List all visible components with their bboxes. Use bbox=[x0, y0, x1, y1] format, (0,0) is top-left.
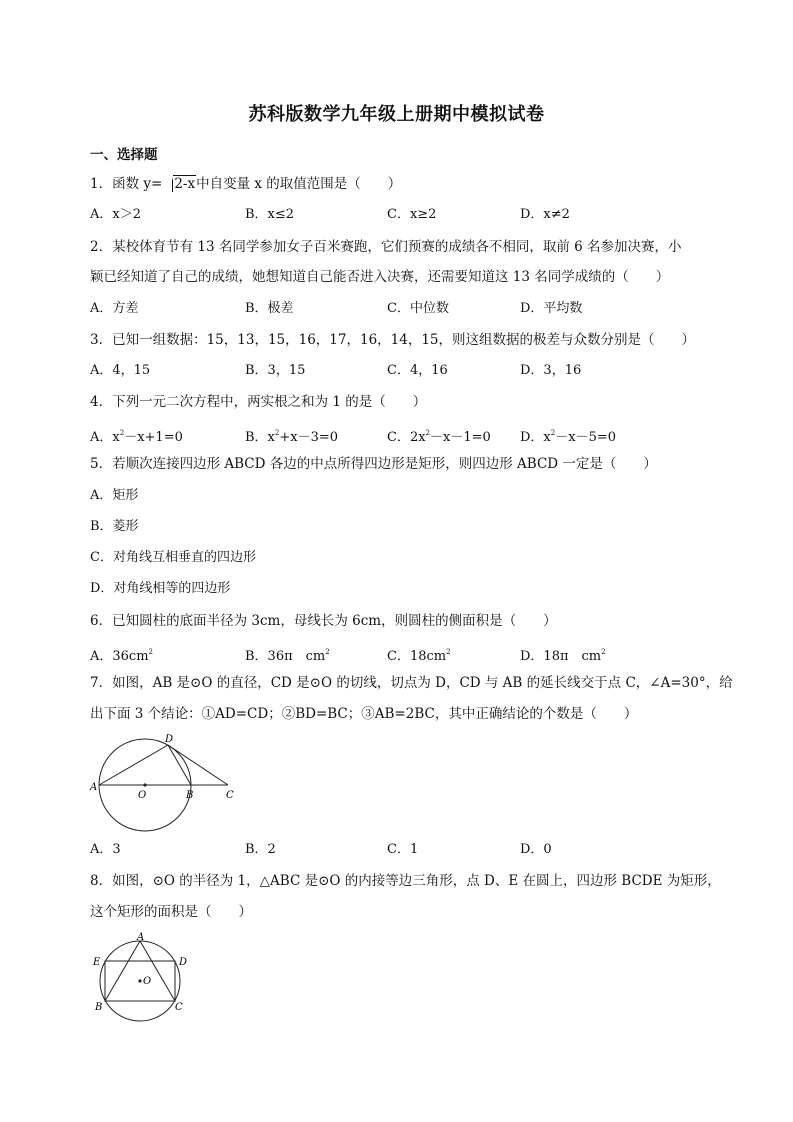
q4-option-b: B．$x^2+x-3=0$ bbox=[245, 429, 339, 445]
q1-option-b: B．x≤2 bbox=[245, 207, 295, 222]
q7-option-a: A．3 bbox=[90, 842, 121, 857]
q7-circle-figure bbox=[88, 732, 248, 837]
q1-option-a: A．x＞2 bbox=[90, 207, 141, 222]
q6-option-d: D．18π $cm^2$ bbox=[520, 648, 606, 664]
question-7-line-1: 7．如图，AB 是⊙O 的直径，CD 是⊙O 的切线，切点为 D，CD 与 AB 的延长线交于点 C，∠A=30°，给 bbox=[90, 675, 733, 691]
q7-option-d: D．0 bbox=[520, 842, 552, 857]
question-5: 5．若顺次连接四边形 ABCD 各边的中点所得四边形是矩形，则四边形 ABCD 一定是（ ） bbox=[90, 456, 657, 472]
q6-option-a: A．$36cm^2$ bbox=[90, 648, 154, 664]
sqrt-symbol bbox=[163, 174, 196, 194]
q7-line-ad bbox=[99, 745, 168, 785]
q7-label-b: B bbox=[186, 790, 194, 801]
q4-option-a: A．$x^2-x+1=0$ bbox=[90, 429, 183, 445]
q8-label-b: B bbox=[95, 1002, 103, 1013]
page-title: 苏科版数学九年级上册期中模拟试卷 bbox=[248, 104, 545, 125]
q6-option-b: B．36π $cm^2$ bbox=[245, 648, 330, 664]
q4-option-c: C．$2x^2-x-1=0$ bbox=[387, 429, 491, 445]
q8-label-a: A bbox=[137, 932, 145, 943]
q8-label-c: C bbox=[175, 1002, 183, 1013]
q8-label-e: E bbox=[93, 957, 101, 968]
q3-option-a: A．4，15 bbox=[90, 363, 151, 378]
question-8-line-1: 8．如图，⊙O 的半径为 1，△ABC 是⊙O 的内接等边三角形，点 D、E 在圆上，四边形 BCDE 为矩形， bbox=[90, 873, 721, 889]
q3-option-c: C．4，16 bbox=[387, 363, 448, 378]
q7-label-c: C bbox=[226, 790, 234, 801]
q5-option-d: D．对角线相等的四边形 bbox=[90, 581, 231, 596]
q7-line-dc bbox=[168, 745, 228, 785]
q5-option-a: A．矩形 bbox=[90, 488, 139, 503]
q8-center-dot bbox=[138, 979, 141, 982]
q8-label-o: O bbox=[143, 976, 152, 987]
question-6: 6．已知圆柱的底面半径为 3cm，母线长为 6cm，则圆柱的侧面积是（ ） bbox=[90, 613, 557, 629]
q2-option-a: A．方差 bbox=[90, 301, 139, 316]
q6-option-c: C．$18cm^2$ bbox=[387, 648, 451, 664]
q7-option-c: C．1 bbox=[387, 842, 419, 857]
q7-label-d: D bbox=[165, 734, 174, 745]
q8-label-d: D bbox=[179, 957, 188, 968]
q8-circle-figure bbox=[88, 930, 193, 1025]
q2-option-b: B．极差 bbox=[245, 301, 294, 316]
question-8-line-2: 这个矩形的面积是（ ） bbox=[90, 904, 252, 920]
q3-option-b: B．3，15 bbox=[245, 363, 306, 378]
question-1 bbox=[90, 174, 401, 194]
q7-label-a: A bbox=[90, 782, 98, 793]
q5-option-b: B．菱形 bbox=[90, 519, 139, 534]
q1-post: 中自变量 x 的取值范围是（ ） bbox=[196, 176, 402, 192]
q7-line-db bbox=[168, 745, 191, 785]
q7-label-o: O bbox=[138, 790, 147, 801]
q1-option-d: D．x≠2 bbox=[520, 207, 570, 222]
q7-option-b: B．2 bbox=[245, 842, 276, 857]
q4-option-d: D．$x^2-x-5=0$ bbox=[520, 429, 617, 445]
question-7-line-2: 出下面 3 个结论：①AD=CD；②BD=BC；③AB=2BC，其中正确结论的个数是（ ） bbox=[90, 706, 638, 722]
question-2-line-1: 2．某校体育节有 13 名同学参加女子百米赛跑，它们预赛的成绩各不相同，取前 6 名参加决赛，小 bbox=[90, 239, 682, 255]
question-4: 4．下列一元二次方程中，两实根之和为 1 的是（ ） bbox=[90, 394, 427, 410]
q1-radicand: 2-x bbox=[174, 176, 196, 192]
section-heading: 一、选择题 bbox=[90, 147, 158, 163]
q3-option-d: D．3，16 bbox=[520, 363, 582, 378]
question-3: 3．已知一组数据：15，13，15，16，17，16，14，15，则这组数据的极差与众数分别是（ ） bbox=[90, 332, 696, 348]
q1-option-c: C．x≥2 bbox=[387, 207, 437, 222]
q7-center-dot bbox=[143, 783, 146, 786]
question-2-line-2: 颖已经知道了自己的成绩，她想知道自己能否进入决赛，还需要知道这 13 名同学成绩的（ ） bbox=[90, 269, 670, 285]
q2-option-d: D．平均数 bbox=[520, 301, 583, 316]
q5-option-c: C．对角线互相垂直的四边形 bbox=[90, 550, 256, 565]
q2-option-c: C．中位数 bbox=[387, 301, 449, 316]
q1-pre: 1．函数 y= bbox=[90, 176, 163, 192]
